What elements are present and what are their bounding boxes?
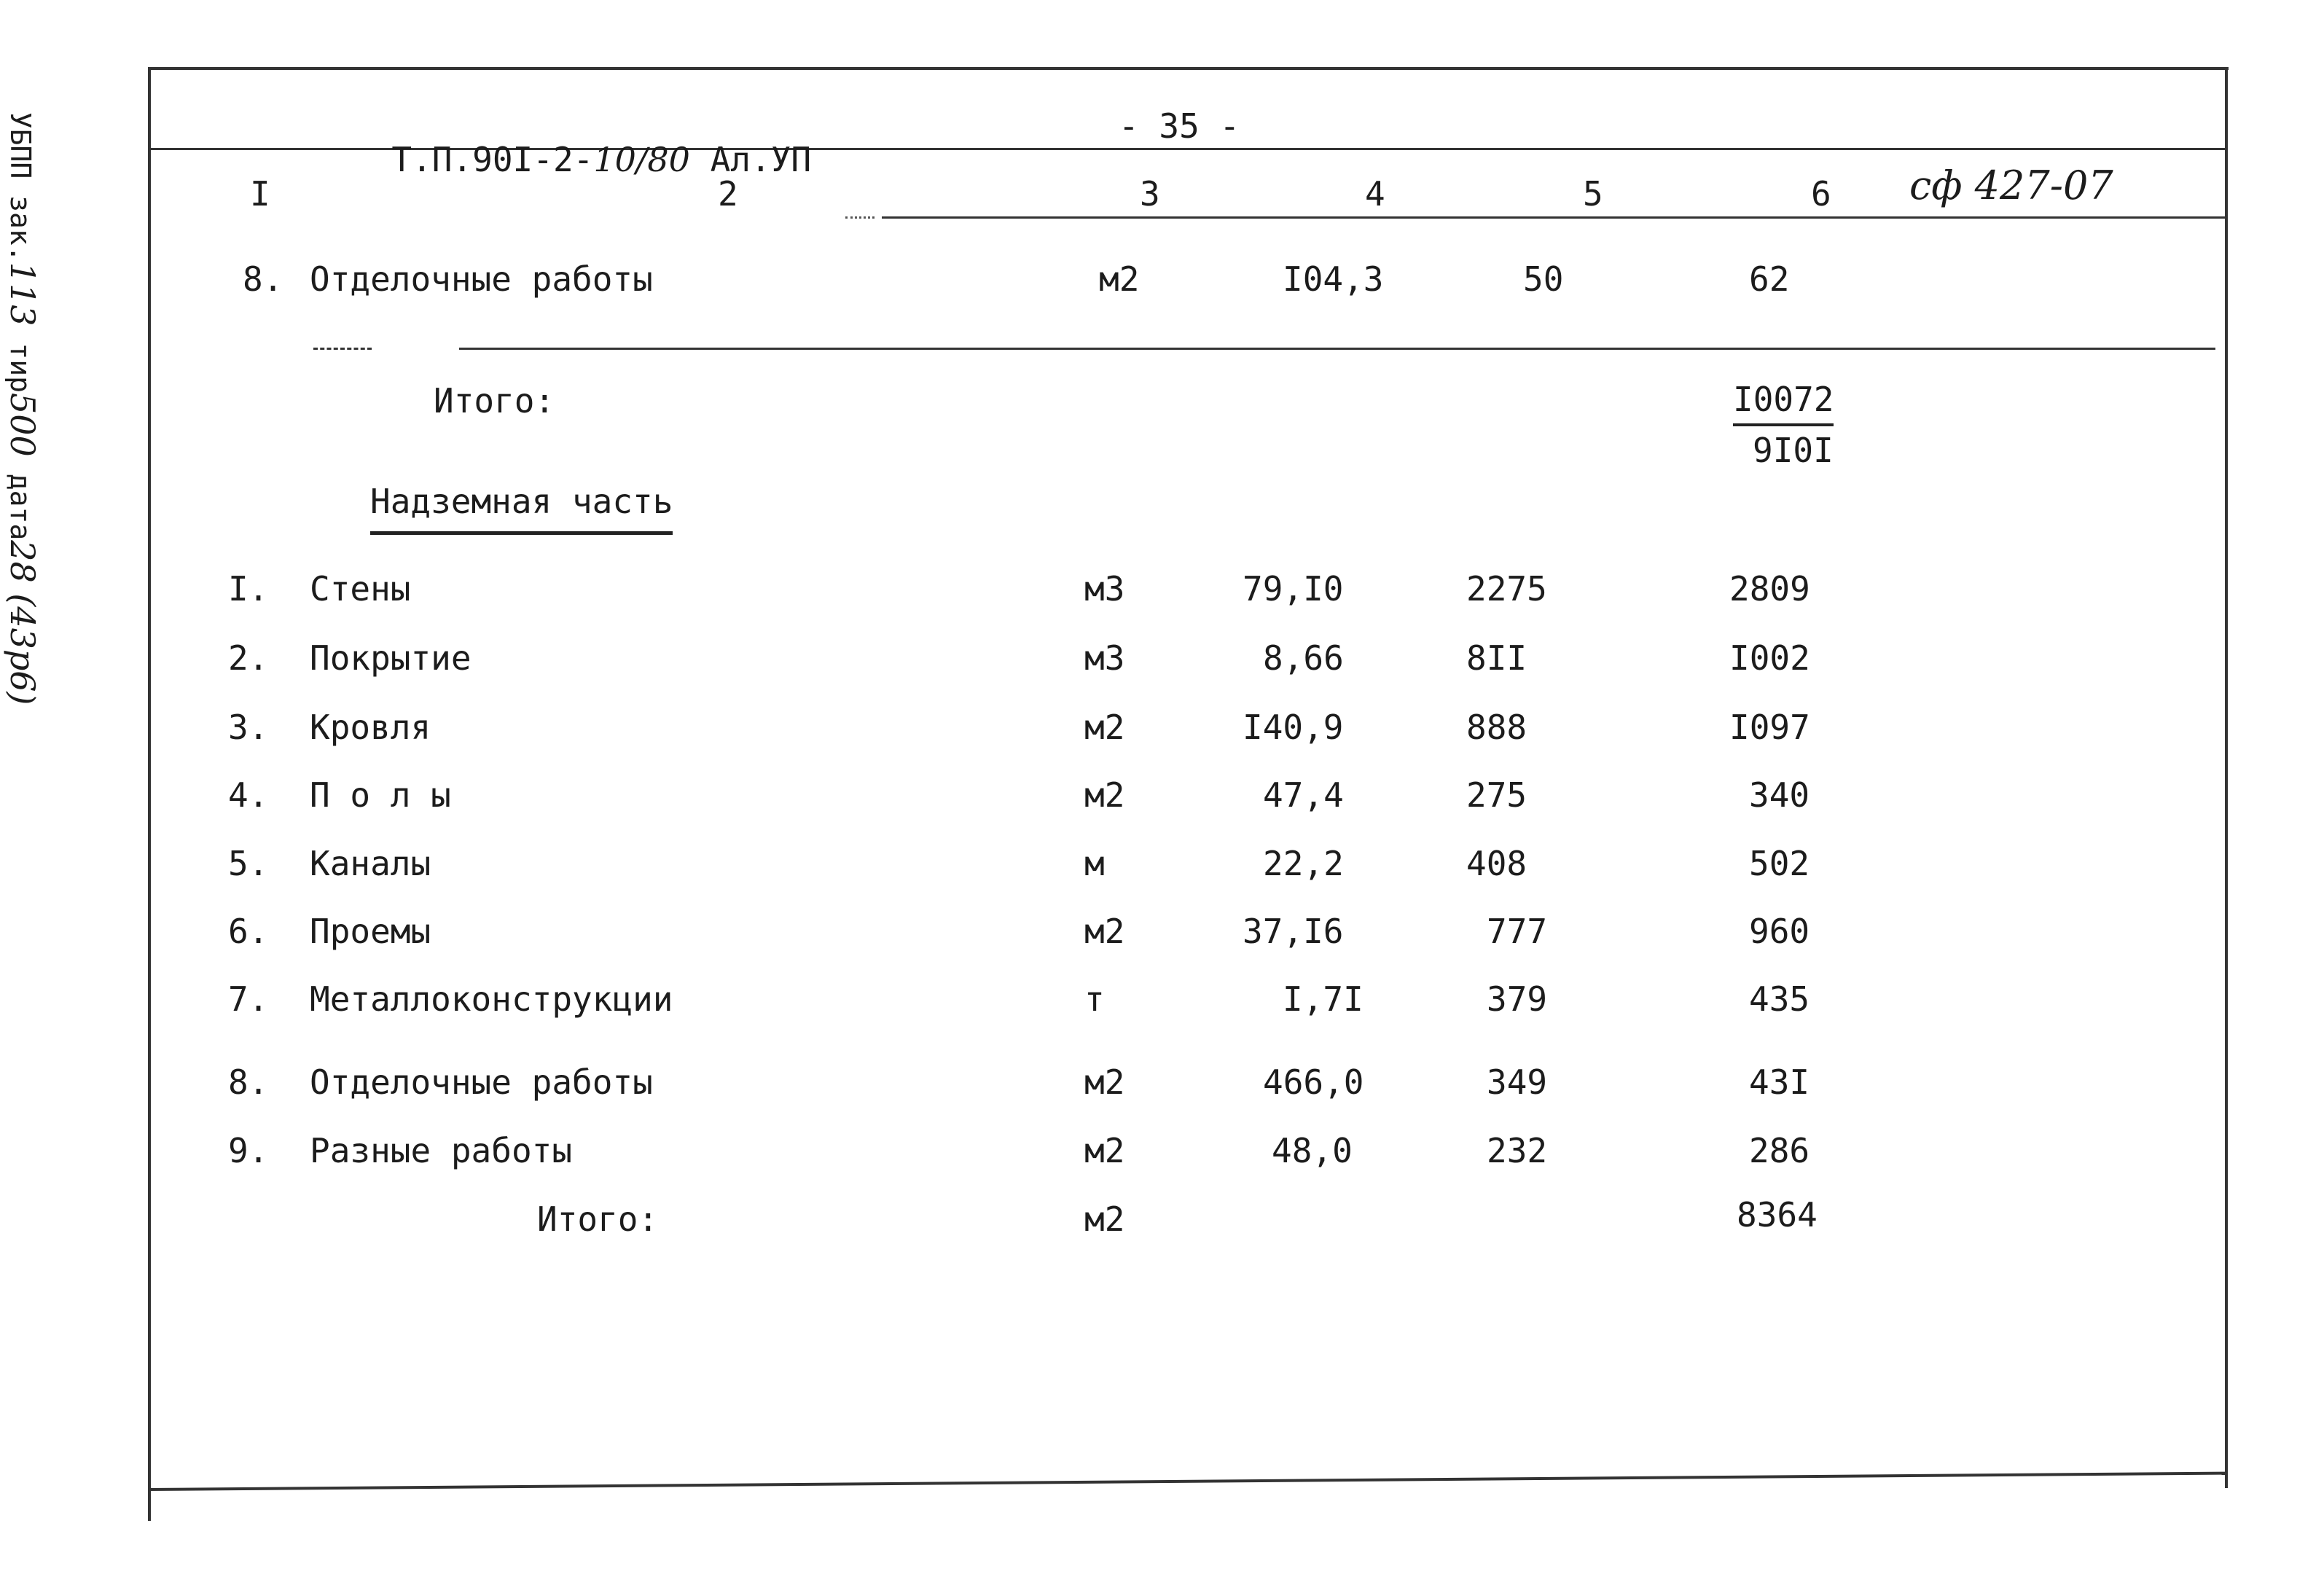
row-number: 8. [243, 259, 283, 299]
above-ground-total-unit: м2 [1084, 1199, 1125, 1239]
upper-total-numerator-text: I0072 [1733, 380, 1834, 426]
row-unit: м3 [1084, 638, 1125, 678]
row-quantity: 22,2 [1263, 844, 1344, 883]
row-total: I097 [1729, 708, 1810, 747]
row-cost: 888 [1466, 708, 1527, 747]
frame-left-border [148, 67, 151, 1521]
document-code [351, 109, 812, 179]
row-quantity: 8,66 [1263, 638, 1344, 678]
frame-right-border [2225, 67, 2228, 1488]
frame-bottom-border [148, 1472, 2228, 1491]
margin-printed-order: УБПП зак. [4, 111, 36, 262]
margin-handwritten-run: 500 [3, 393, 42, 457]
row-number: 2. [228, 638, 269, 678]
column-numbers-rule [882, 216, 2226, 219]
margin-print-stamp [3, 79, 67, 705]
row-name: Разные работы [310, 1131, 573, 1170]
row-quantity: 79,I0 [1243, 569, 1344, 608]
column-number-2: 2 [718, 174, 738, 214]
page-number: - 35 - [1119, 106, 1240, 146]
row-total: 435 [1749, 979, 1810, 1019]
column-number-3: 3 [1140, 174, 1160, 214]
column-number-5: 5 [1583, 174, 1603, 214]
row-quantity: 48,0 [1272, 1131, 1353, 1170]
above-ground-total-value: 8364 [1737, 1195, 1818, 1234]
row-cost: 349 [1487, 1062, 1548, 1102]
row-total: 2809 [1729, 569, 1810, 608]
column-number-6: 6 [1811, 174, 1831, 214]
row-unit: м2 [1084, 775, 1125, 815]
row-quantity: I40,9 [1243, 708, 1344, 747]
row-cost: 50 [1523, 259, 1564, 299]
row-cost: 275 [1466, 775, 1527, 815]
column-numbers-dotted-rule [845, 216, 875, 219]
section-title-text: Надземная часть [370, 482, 673, 535]
above-ground-total-label: Итого: [537, 1199, 659, 1239]
row-unit: м2 [1084, 708, 1125, 747]
row-cost: 379 [1487, 979, 1548, 1019]
row-number: 9. [228, 1131, 269, 1170]
frame-top-border [148, 67, 2229, 70]
row-total: I002 [1729, 638, 1810, 678]
handwritten-stamp: сф 427-07 [1909, 163, 2113, 208]
margin-handwritten-order: 113 [3, 262, 42, 326]
row-unit: м2 [1084, 912, 1125, 951]
row-name: Отделочные работы [310, 259, 653, 299]
section-rule [459, 348, 2215, 350]
row-unit: м2 [1099, 259, 1140, 299]
row-number: 4. [228, 775, 269, 815]
row-total: 960 [1749, 912, 1810, 951]
row-quantity: 466,0 [1263, 1062, 1364, 1102]
column-number-4: 4 [1365, 174, 1385, 214]
margin-printed-date: дата [4, 456, 36, 541]
section-title [370, 482, 673, 521]
column-number-1: I [250, 174, 270, 214]
row-total: 502 [1749, 844, 1810, 883]
row-cost: 2275 [1466, 569, 1547, 608]
row-name: Покрытие [310, 638, 472, 678]
row-number: 6. [228, 912, 269, 951]
margin-printed-run: тир [4, 326, 36, 393]
row-number: I. [228, 569, 269, 608]
row-name: Металлоконструкции [310, 979, 673, 1019]
row-name: П о л ы [310, 775, 451, 815]
margin-handwritten-date: 28 (43р6) [3, 540, 42, 705]
row-name: Отделочные работы [310, 1062, 653, 1102]
upper-total-denominator: 9I0I [1753, 431, 1834, 470]
document-code-suffix: Ал.УП [689, 140, 812, 179]
row-unit: м2 [1084, 1062, 1125, 1102]
row-number: 5. [228, 844, 269, 883]
row-total: 62 [1749, 259, 1790, 299]
row-cost: 8II [1466, 638, 1527, 678]
upper-total-label: Итого: [434, 381, 555, 420]
row-name: Каналы [310, 844, 431, 883]
row-number: 7. [228, 979, 269, 1019]
row-unit: м3 [1084, 569, 1125, 608]
row-name: Проемы [310, 912, 431, 951]
section-dashed-rule [313, 348, 372, 350]
row-total: 43I [1749, 1062, 1810, 1102]
row-number: 8. [228, 1062, 269, 1102]
row-total: 340 [1749, 775, 1810, 815]
row-name: Стены [310, 569, 411, 608]
row-name: Кровля [310, 708, 431, 747]
row-unit: т [1084, 979, 1105, 1019]
document-code-prefix: Т.П.90I-2- [391, 140, 594, 179]
document-code-handwritten: 10/80 [593, 140, 690, 179]
row-quantity: I,7I [1283, 979, 1364, 1019]
row-quantity: 47,4 [1263, 775, 1344, 815]
row-unit: м2 [1084, 1131, 1125, 1170]
row-quantity: I04,3 [1283, 259, 1384, 299]
upper-total-numerator [1733, 380, 1834, 419]
row-number: 3. [228, 708, 269, 747]
row-total: 286 [1749, 1131, 1810, 1170]
row-quantity: 37,I6 [1243, 912, 1344, 951]
row-cost: 408 [1466, 844, 1527, 883]
row-unit: м [1084, 844, 1105, 883]
row-cost: 777 [1487, 912, 1548, 951]
row-cost: 232 [1487, 1131, 1548, 1170]
